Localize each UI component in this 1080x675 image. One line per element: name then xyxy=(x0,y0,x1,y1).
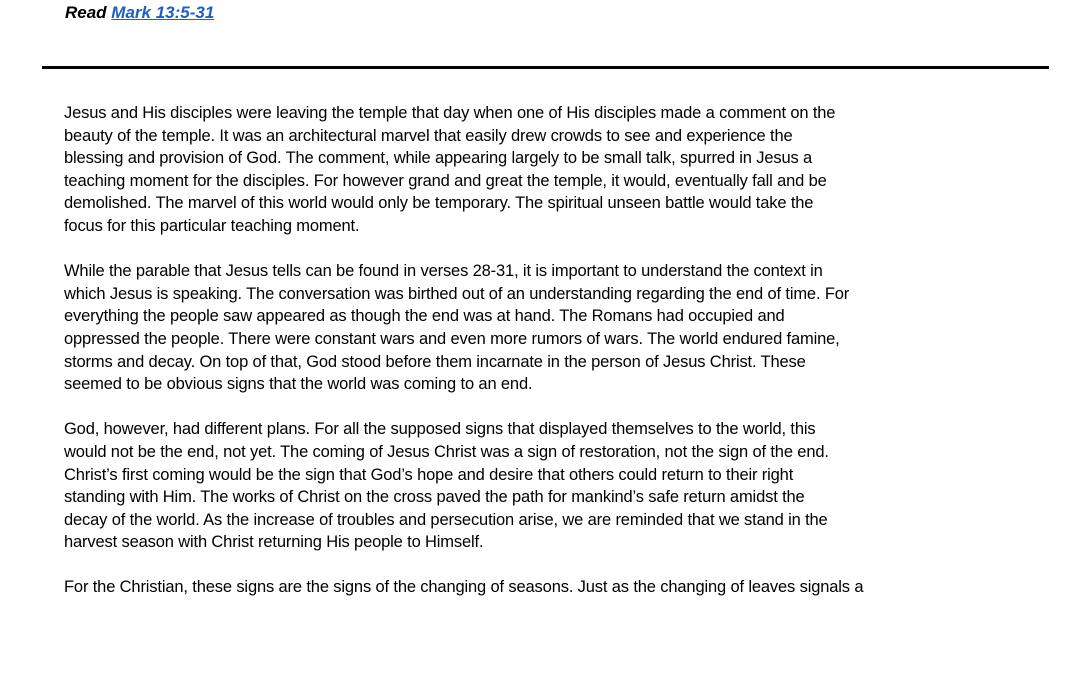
body-text xyxy=(64,102,1049,622)
text-line: blessing and provision of God. The comment, while appearing largely to be small talk, spurred in Jesus a xyxy=(64,149,813,168)
text-line: storms and decay. On top of that, God stood before them incarnate in the person of Jesus Christ. These xyxy=(64,352,806,371)
text-line: seemed to be obvious signs that the world was coming to an end. xyxy=(64,375,533,394)
text-line: Christ’s first coming would be the sign that God’s hope and desire that others could return to their right xyxy=(64,465,794,484)
paragraph-3 xyxy=(64,418,1049,554)
reading-prefix: Read xyxy=(65,3,112,22)
paragraph-2 xyxy=(64,260,1049,396)
text-line: would not be the end, not yet. The coming of Jesus Christ was a sign of restoration, not the sign of the end. xyxy=(64,442,829,461)
scripture-reference-link[interactable]: Mark 13:5-31 xyxy=(111,3,215,22)
paragraph-1 xyxy=(64,102,1049,238)
text-line: For the Christian, these signs are the signs of the changing of seasons. Just as the changing of leaves signals a xyxy=(64,578,864,597)
text-line: While the parable that Jesus tells can be found in verses 28-31, it is important to understand the context in xyxy=(64,262,823,281)
text-line: which Jesus is speaking. The conversation was birthed out of an understanding regarding the end of time. For xyxy=(64,284,850,303)
text-line: demolished. The marvel of this world would only be temporary. The spiritual unseen battle would take the xyxy=(64,194,814,213)
text-line: harvest season with Christ returning His people to Himself. xyxy=(64,533,484,552)
text-line: God, however, had different plans. For all the supposed signs that displayed themselves to the world, this xyxy=(64,420,816,439)
reading-header xyxy=(65,0,214,26)
horizontal-divider xyxy=(42,66,1049,69)
text-line: Jesus and His disciples were leaving the temple that day when one of His disciples made a comment on the xyxy=(64,104,836,122)
text-line: teaching moment for the disciples. For however grand and great the temple, it would, eventually fall and be xyxy=(64,171,827,190)
text-line: standing with Him. The works of Christ on the cross paved the path for mankind’s safe return amidst the xyxy=(64,488,805,507)
text-line: oppressed the people. There were constant wars and even more rumors of wars. The world endured famine, xyxy=(64,329,840,348)
paragraph-4 xyxy=(64,576,1049,599)
text-line: beauty of the temple. It was an architectural marvel that easily drew crowds to see and experience the xyxy=(64,126,793,145)
text-line: everything the people saw appeared as though the end was at hand. The Romans had occupied and xyxy=(64,307,785,326)
text-line: decay of the world. As the increase of troubles and persecution arise, we are reminded that we stand in the xyxy=(64,510,828,529)
text-line: focus for this particular teaching moment. xyxy=(64,216,360,235)
